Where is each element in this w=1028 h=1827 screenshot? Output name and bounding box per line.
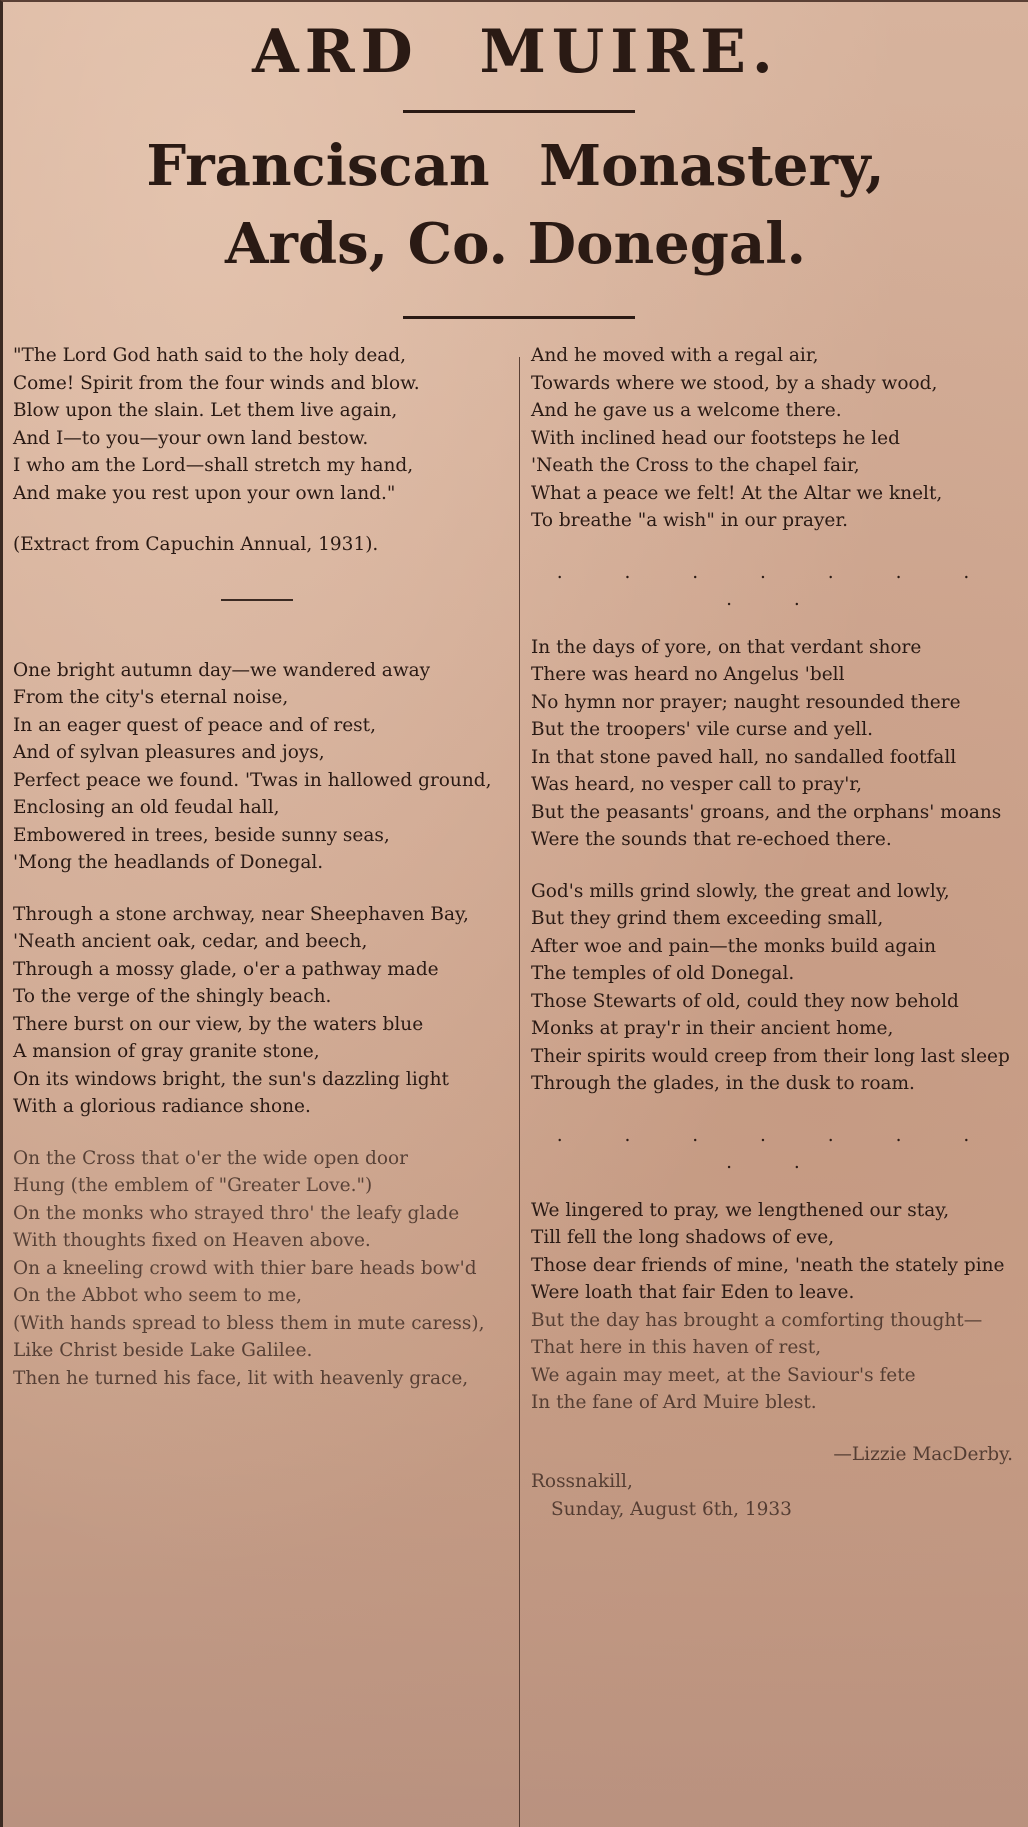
stanza-line: Embowered in trees, beside sunny seas,: [13, 824, 390, 846]
stanza-line: With thoughts fixed on Heaven above.: [13, 1230, 371, 1251]
stanza-line: The temples of old Donegal.: [531, 963, 795, 984]
stanza-line: Then he turned his face, lit with heavenly grace,: [13, 1367, 469, 1389]
stanza-line: On the Cross that o'er the wide open door: [13, 1147, 409, 1169]
stanza-line: In the days of yore, on that verdant shore: [531, 636, 922, 658]
poem-column-left: [13, 342, 513, 1827]
stanza-line: Were the sounds that re-echoed there.: [531, 829, 892, 850]
stanza-line: 'Neath the Cross to the chapel fair,: [531, 455, 860, 476]
stanza-line: On the monks who strayed thro' the leafy glade: [13, 1202, 460, 1224]
stanza-line: Perfect peace we found. 'Twas in hallowed ground,: [13, 769, 492, 791]
stanza-line: We again may meet, at the Saviour's fete: [531, 1364, 916, 1386]
stanza-line: Those dear friends of mine, 'neath the stately pine: [531, 1254, 1005, 1276]
stanza-line: Through the glades, in the dusk to roam.: [531, 1073, 915, 1094]
stanza-line: That here in this haven of rest,: [531, 1337, 822, 1358]
stanza-line: And he gave us a welcome there.: [531, 400, 842, 421]
stanza-line: Till fell the long shadows of eve,: [531, 1227, 835, 1248]
stanza-line: But they grind them exceeding small,: [531, 908, 884, 929]
stanza-line: On a kneeling crowd with thier bare heads bow'd: [13, 1257, 477, 1279]
stanza: [531, 1197, 1023, 1417]
column-divider: [519, 357, 520, 1827]
title-rule-top: [403, 110, 635, 113]
epigraph: [13, 342, 513, 507]
stanza-line: Were loath that fair Eden to leave.: [531, 1282, 855, 1303]
subtitle-line-2: Ards, Co. Donegal.: [224, 211, 807, 277]
stanza-line: But the troopers' vile curse and yell.: [531, 719, 873, 740]
stanza-line: (With hands spread to bless them in mute caress),: [13, 1312, 485, 1334]
stanza-line: 'Mong the headlands of Donegal.: [13, 852, 324, 873]
stanza-line: But the day has brought a comforting thought—: [531, 1309, 983, 1331]
place-line: Rossnakill,: [531, 1471, 633, 1492]
stanza-line: In an eager quest of peace and of rest,: [13, 714, 376, 736]
stanza-line: And he moved with a regal air,: [531, 345, 819, 366]
page-title: ARD MUIRE.: [252, 17, 779, 87]
stanza-line: To the verge of the shingly beach.: [13, 986, 332, 1007]
stanza-separator-dots: . . . . . . . . .: [556, 1124, 998, 1173]
stanza-line: In that stone paved hall, no sandalled footfall: [531, 746, 957, 768]
stanza-line: No hymn nor prayer; naught resounded there: [531, 691, 961, 713]
stanza-line: On its windows bright, the sun's dazzling light: [13, 1068, 449, 1090]
stanza-separator-dots: . . . . . . . . .: [556, 561, 998, 610]
stanza-line: 'Neath ancient oak, cedar, and beech,: [13, 931, 368, 952]
stanza: [531, 878, 1023, 1098]
stanza-line: Enclosing an old feudal hall,: [13, 797, 280, 818]
stanza-line: Their spirits would creep from their long last sleep: [531, 1045, 1010, 1067]
stanza: [13, 901, 513, 1121]
stanza-line: With a glorious radiance shone.: [13, 1096, 311, 1117]
section-rule: [221, 599, 293, 601]
stanza-line: From the city's eternal noise,: [13, 687, 289, 708]
title-rule-bottom: [403, 316, 635, 319]
stanza-line: To breathe "a wish" in our prayer.: [531, 510, 849, 531]
epigraph-line: Blow upon the slain. Let them live again,: [13, 400, 398, 421]
poem-column-right: [531, 342, 1023, 1827]
stanza-line: Monks at pray'r in their ancient home,: [531, 1018, 894, 1039]
stanza-line: God's mills grind slowly, the great and lowly,: [531, 880, 950, 902]
stanza-line: After woe and pain—the monks build again: [531, 935, 937, 957]
epigraph-line: And I—to you—your own land bestow.: [13, 427, 369, 449]
stanza-line: There was heard no Angelus 'bell: [531, 664, 845, 685]
stanza-line: With inclined head our footsteps he led: [531, 427, 900, 449]
stanza-line: But the peasants' groans, and the orphans' moans: [531, 801, 1002, 823]
epigraph-source: (Extract from Capuchin Annual, 1931).: [13, 534, 379, 555]
stanza-line: Hung (the emblem of "Greater Love."): [13, 1175, 373, 1196]
stanza: [13, 657, 513, 877]
stanza-line: Through a mossy glade, o'er a pathway made: [13, 958, 439, 980]
stanza-line: Through a stone archway, near Sheephaven Bay,: [13, 903, 469, 925]
stanza: [531, 342, 1023, 535]
subtitle-line-1: Franciscan Monastery,: [146, 133, 885, 199]
stanza-line: In the fane of Ard Muire blest.: [531, 1392, 817, 1413]
stanza-line: What a peace we felt! At the Altar we knelt,: [531, 482, 943, 504]
epigraph-line: And make you rest upon your own land.": [13, 482, 396, 504]
stanza-line: On the Abbot who seem to me,: [13, 1285, 303, 1306]
author-signature: —Lizzie MacDerby.: [833, 1443, 1013, 1465]
epigraph-line: I who am the Lord—shall stretch my hand,: [13, 455, 414, 476]
stanza-line: A mansion of gray granite stone,: [13, 1041, 320, 1062]
stanza: [531, 634, 1023, 854]
stanza-line: We lingered to pray, we lengthened our stay,: [531, 1199, 950, 1221]
epigraph-line: Come! Spirit from the four winds and blow.: [13, 372, 420, 394]
stanza-line: One bright autumn day—we wandered away: [13, 659, 431, 681]
epigraph-line: "The Lord God hath said to the holy dead,: [13, 345, 407, 366]
stanza-line: Those Stewarts of old, could they now behold: [531, 990, 959, 1012]
stanza: [13, 1145, 513, 1393]
stanza-line: There burst on our view, by the waters blue: [13, 1013, 424, 1035]
stanza-line: Was heard, no vesper call to pray'r,: [531, 774, 862, 795]
stanza-line: And of sylvan pleasures and joys,: [13, 742, 325, 763]
stanza-line: Like Christ beside Lake Galilee.: [13, 1340, 313, 1361]
stanza-line: Towards where we stood, by a shady wood,: [531, 372, 938, 394]
date-line: Sunday, August 6th, 1933: [551, 1498, 792, 1520]
